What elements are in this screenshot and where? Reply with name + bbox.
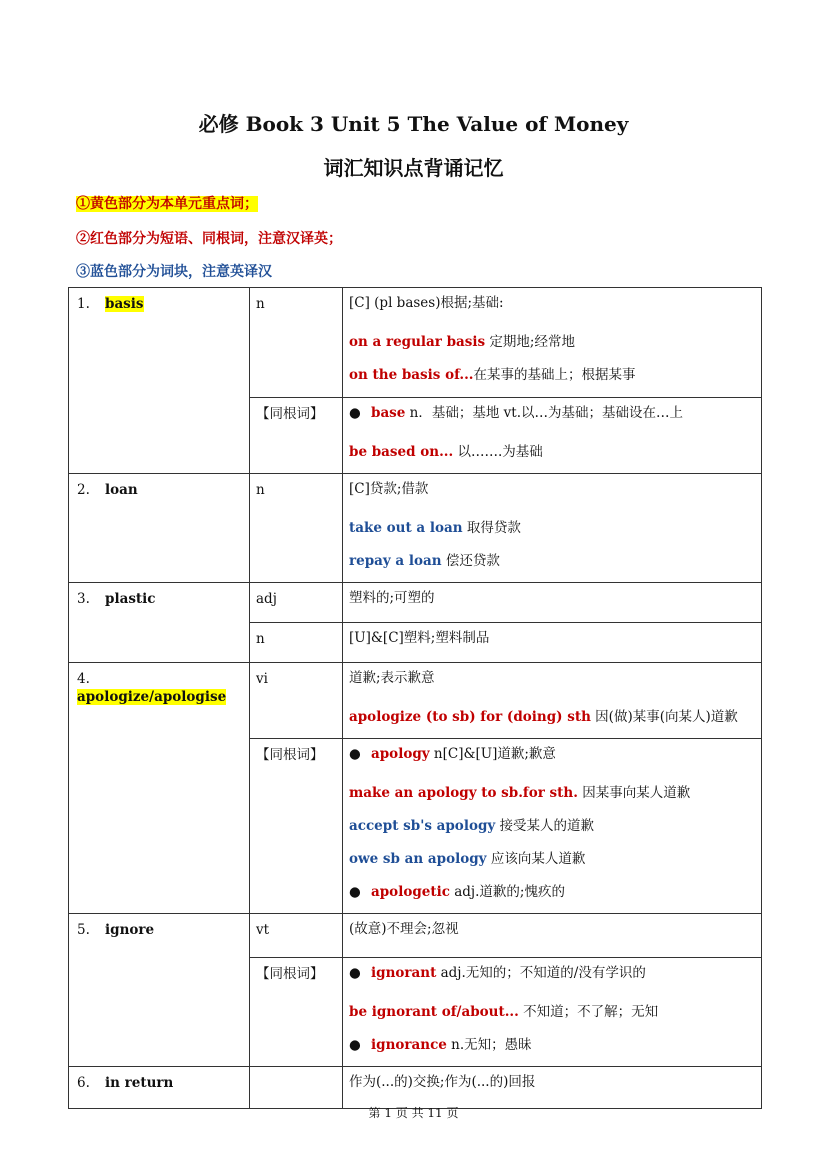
related-meaning: adj.无知的；不知道的/没有学识的 bbox=[436, 965, 646, 981]
related-cell bbox=[343, 739, 762, 914]
definition: [C] (pl bases)根据;基础: bbox=[349, 295, 504, 311]
entry-number: 2. bbox=[77, 482, 90, 498]
phrase: repay a loan bbox=[349, 553, 442, 569]
phrase: on a regular basis bbox=[349, 334, 486, 350]
definition-cell bbox=[343, 474, 762, 583]
page-subtitle: 词汇知识点背诵记忆 bbox=[323, 156, 504, 180]
pos-cell: n bbox=[250, 474, 343, 583]
word-cell bbox=[69, 583, 250, 663]
entry-number: 3. bbox=[77, 591, 90, 607]
related-meaning: n.无知；愚昧 bbox=[446, 1037, 532, 1053]
related-line bbox=[349, 996, 755, 1029]
phrase-meaning: 在某事的基础上；根据某事 bbox=[473, 367, 636, 383]
related-phrase: accept sb's apology bbox=[349, 818, 496, 834]
related-word: base bbox=[371, 405, 406, 421]
definition-cell bbox=[343, 914, 762, 958]
note-red: ②红色部分为短语、同根词，注意汉译英； bbox=[76, 231, 342, 247]
table-row bbox=[69, 583, 762, 623]
bullet-icon: ● bbox=[349, 1037, 361, 1053]
entry-number: 1. bbox=[77, 296, 90, 312]
definition: 道歉;表示歉意 bbox=[349, 670, 435, 686]
related-line bbox=[349, 963, 755, 983]
bullet-icon: ● bbox=[349, 884, 361, 900]
note-yellow bbox=[76, 193, 258, 213]
table-row bbox=[69, 663, 762, 739]
definition: 塑料的;可塑的 bbox=[349, 590, 435, 606]
headword: apologize/apologise bbox=[77, 689, 227, 705]
phrase: on the basis of... bbox=[349, 367, 474, 383]
related-line bbox=[349, 777, 755, 810]
headword: plastic bbox=[105, 591, 156, 607]
related-meaning: n．基础；基地 vt.以…为基础；基础设在…上 bbox=[405, 405, 684, 421]
related-phrase: be based on... bbox=[349, 444, 454, 460]
definition: [C]贷款;借款 bbox=[349, 481, 429, 497]
related-word: apologetic bbox=[371, 884, 450, 900]
definition-cell bbox=[343, 583, 762, 623]
phrase-meaning: 定期地;经常地 bbox=[485, 334, 575, 350]
related-phrase: make an apology to sb.for sth. bbox=[349, 785, 578, 801]
related-line bbox=[349, 1029, 755, 1062]
bullet-icon: ● bbox=[349, 965, 361, 981]
headword: loan bbox=[105, 482, 138, 498]
related-meaning: 应该向某人道歉 bbox=[486, 851, 586, 867]
related-meaning: 因某事向某人道歉 bbox=[577, 785, 691, 801]
table-row bbox=[69, 288, 762, 398]
related-label: 【同根词】 bbox=[250, 739, 343, 914]
entry-number: 6. bbox=[77, 1075, 90, 1091]
related-label: 【同根词】 bbox=[250, 958, 343, 1067]
phrase-meaning: 取得贷款 bbox=[462, 520, 521, 536]
headword: ignore bbox=[105, 922, 155, 938]
definition-cell bbox=[343, 663, 762, 739]
bullet-icon: ● bbox=[349, 746, 361, 762]
phrase-line bbox=[349, 512, 755, 545]
phrase: apologize (to sb) for (doing) sth bbox=[349, 709, 591, 725]
phrase-line bbox=[349, 701, 755, 734]
word-cell bbox=[69, 288, 250, 474]
related-meaning: 接受某人的道歉 bbox=[495, 818, 595, 834]
page-footer: 第 1 页 共 11 页 bbox=[368, 1106, 459, 1120]
definition-cell bbox=[343, 1067, 762, 1109]
pos-cell bbox=[250, 1067, 343, 1109]
note-yellow-text: ①黄色部分为本单元重点词； bbox=[76, 196, 258, 212]
pos-cell: n bbox=[250, 288, 343, 398]
word-cell bbox=[69, 663, 250, 914]
related-meaning: adj.道歉的;愧疚的 bbox=[449, 884, 565, 900]
related-line bbox=[349, 810, 755, 843]
related-cell bbox=[343, 398, 762, 474]
definition-cell bbox=[343, 623, 762, 663]
table-row bbox=[69, 474, 762, 583]
word-cell bbox=[69, 1067, 250, 1109]
related-word: ignorance bbox=[371, 1037, 447, 1053]
related-line bbox=[349, 403, 755, 423]
related-label: 【同根词】 bbox=[250, 398, 343, 474]
definition: (故意)不理会;忽视 bbox=[349, 921, 459, 937]
definition: 作为(...的)交换;作为(...的)回报 bbox=[349, 1074, 536, 1090]
phrase-meaning: 因(做)某事(向某人)道歉 bbox=[590, 709, 738, 725]
word-cell bbox=[69, 474, 250, 583]
related-line bbox=[349, 843, 755, 876]
phrase-meaning: 偿还贷款 bbox=[441, 553, 500, 569]
related-word: apology bbox=[371, 746, 430, 762]
related-meaning: 不知道；不了解；无知 bbox=[518, 1004, 659, 1020]
related-meaning: 以…….为基础 bbox=[453, 444, 543, 460]
headword: in return bbox=[105, 1075, 174, 1091]
related-phrase: be ignorant of/about... bbox=[349, 1004, 519, 1020]
entry-number: 4. bbox=[77, 671, 90, 687]
related-phrase: owe sb an apology bbox=[349, 851, 487, 867]
related-cell bbox=[343, 958, 762, 1067]
definition-cell bbox=[343, 288, 762, 398]
pos-cell: vt bbox=[250, 914, 343, 958]
phrase-line bbox=[349, 326, 755, 359]
table-row bbox=[69, 914, 762, 958]
related-meaning: n[C]&[U]道歉;歉意 bbox=[429, 746, 556, 762]
related-line bbox=[349, 744, 755, 764]
pos-cell: adj bbox=[250, 583, 343, 623]
related-line bbox=[349, 876, 755, 909]
pos-cell: n bbox=[250, 623, 343, 663]
related-line bbox=[349, 436, 755, 469]
word-cell bbox=[69, 914, 250, 1067]
page-title: 必修 Book 3 Unit 5 The Value of Money bbox=[198, 112, 629, 136]
phrase: take out a loan bbox=[349, 520, 463, 536]
phrase-line bbox=[349, 545, 755, 578]
bullet-icon: ● bbox=[349, 405, 361, 421]
table-row bbox=[69, 1067, 762, 1109]
phrase-line bbox=[349, 359, 755, 392]
note-blue: ③蓝色部分为词块，注意英译汉 bbox=[76, 264, 272, 280]
vocab-table bbox=[68, 287, 762, 1109]
entry-number: 5. bbox=[77, 922, 90, 938]
definition: [U]&[C]塑料;塑料制品 bbox=[349, 630, 490, 646]
headword: basis bbox=[105, 296, 144, 312]
pos-cell: vi bbox=[250, 663, 343, 739]
related-word: ignorant bbox=[371, 965, 437, 981]
